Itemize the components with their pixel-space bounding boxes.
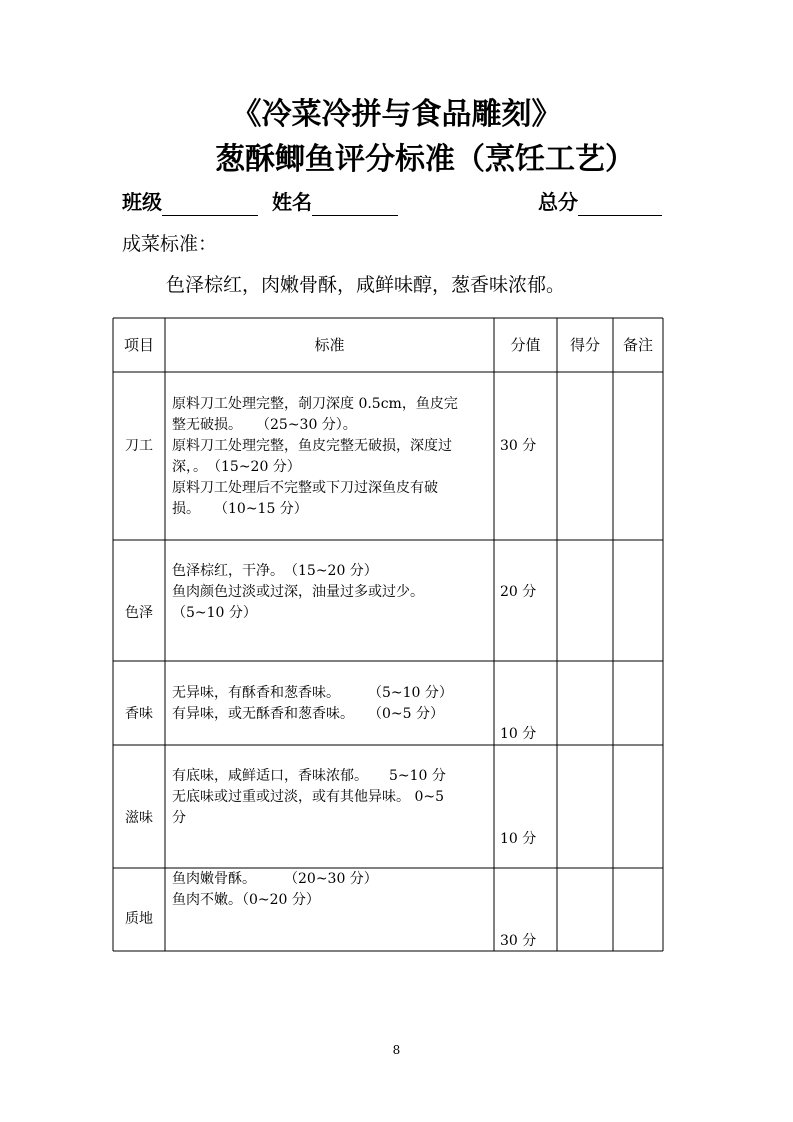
row-criteria xyxy=(172,869,494,911)
criteria-line: 损。 （10~15 分） xyxy=(172,501,308,517)
row-item-label: 香味 xyxy=(125,706,153,722)
row-score: 30 分 xyxy=(500,933,537,949)
page-number: 8 xyxy=(392,1043,401,1057)
total-label: 总分 xyxy=(538,190,578,214)
criteria-line: 原料刀工处理后不完整或下刀过深鱼皮有破 xyxy=(172,480,438,496)
header-criteria: 标准 xyxy=(314,336,345,354)
standard-text: 色泽棕红，肉嫩骨酥，咸鲜味醇，葱香味浓郁。 xyxy=(166,274,566,296)
criteria-line: 色泽棕红，干净。 （15~20 分） xyxy=(172,563,378,579)
header-score: 分值 xyxy=(510,336,541,354)
row-score: 10 分 xyxy=(500,831,537,847)
criteria-line: 鱼肉颜色过淡或过深，油量过多或过少。 xyxy=(172,584,424,600)
header-got: 得分 xyxy=(569,336,600,354)
row-item-label: 滋味 xyxy=(125,810,153,826)
row-criteria xyxy=(172,766,494,829)
criteria-line: 鱼肉不嫩。（0~20 分） xyxy=(172,892,320,908)
row-criteria xyxy=(172,561,494,624)
row-item-label: 色泽 xyxy=(125,605,153,621)
row-score: 30 分 xyxy=(500,438,537,454)
criteria-line: 有底味，咸鲜适口，香味浓郁。 5~10 分 xyxy=(172,768,446,784)
name-label: 姓名 xyxy=(272,190,312,214)
header-item: 项目 xyxy=(123,336,154,354)
criteria-line: 鱼肉嫩骨酥。 （20~30 分） xyxy=(172,871,378,887)
criteria-line: 整无破损。 （25~30 分）。 xyxy=(172,417,357,433)
criteria-line: 无异味，有酥香和葱香味。 （5~10 分） xyxy=(172,685,453,701)
criteria-line: 无底味或过重或过淡，或有其他异味。 0~5 xyxy=(172,789,444,805)
row-score: 20 分 xyxy=(500,584,537,600)
row-item-label: 质地 xyxy=(125,911,153,927)
document-subtitle: 葱酥鲫鱼评分标准（烹饪工艺） xyxy=(215,142,635,177)
criteria-line: （5~10 分） xyxy=(172,605,257,621)
header-note: 备注 xyxy=(622,336,653,354)
document-title: 《冷菜冷拼与食品雕刻》 xyxy=(231,97,562,132)
row-score: 10 分 xyxy=(500,726,537,742)
criteria-line: 分 xyxy=(172,810,186,826)
criteria-line: 有异味，或无酥香和葱香味。 （0~5 分） xyxy=(172,706,444,722)
row-criteria xyxy=(172,394,494,520)
criteria-line: 原料刀工处理完整，鱼皮完整无破损，深度过 xyxy=(172,438,452,454)
row-item-label: 刀工 xyxy=(125,438,153,454)
standard-heading: 成菜标准： xyxy=(122,233,218,255)
criteria-line: 原料刀工处理完整，剞刀深度 0.5cm，鱼皮完 xyxy=(172,396,458,412)
class-label: 班级 xyxy=(122,190,162,214)
criteria-line: 深，。 （15~20 分） xyxy=(172,459,301,475)
row-criteria xyxy=(172,683,494,725)
